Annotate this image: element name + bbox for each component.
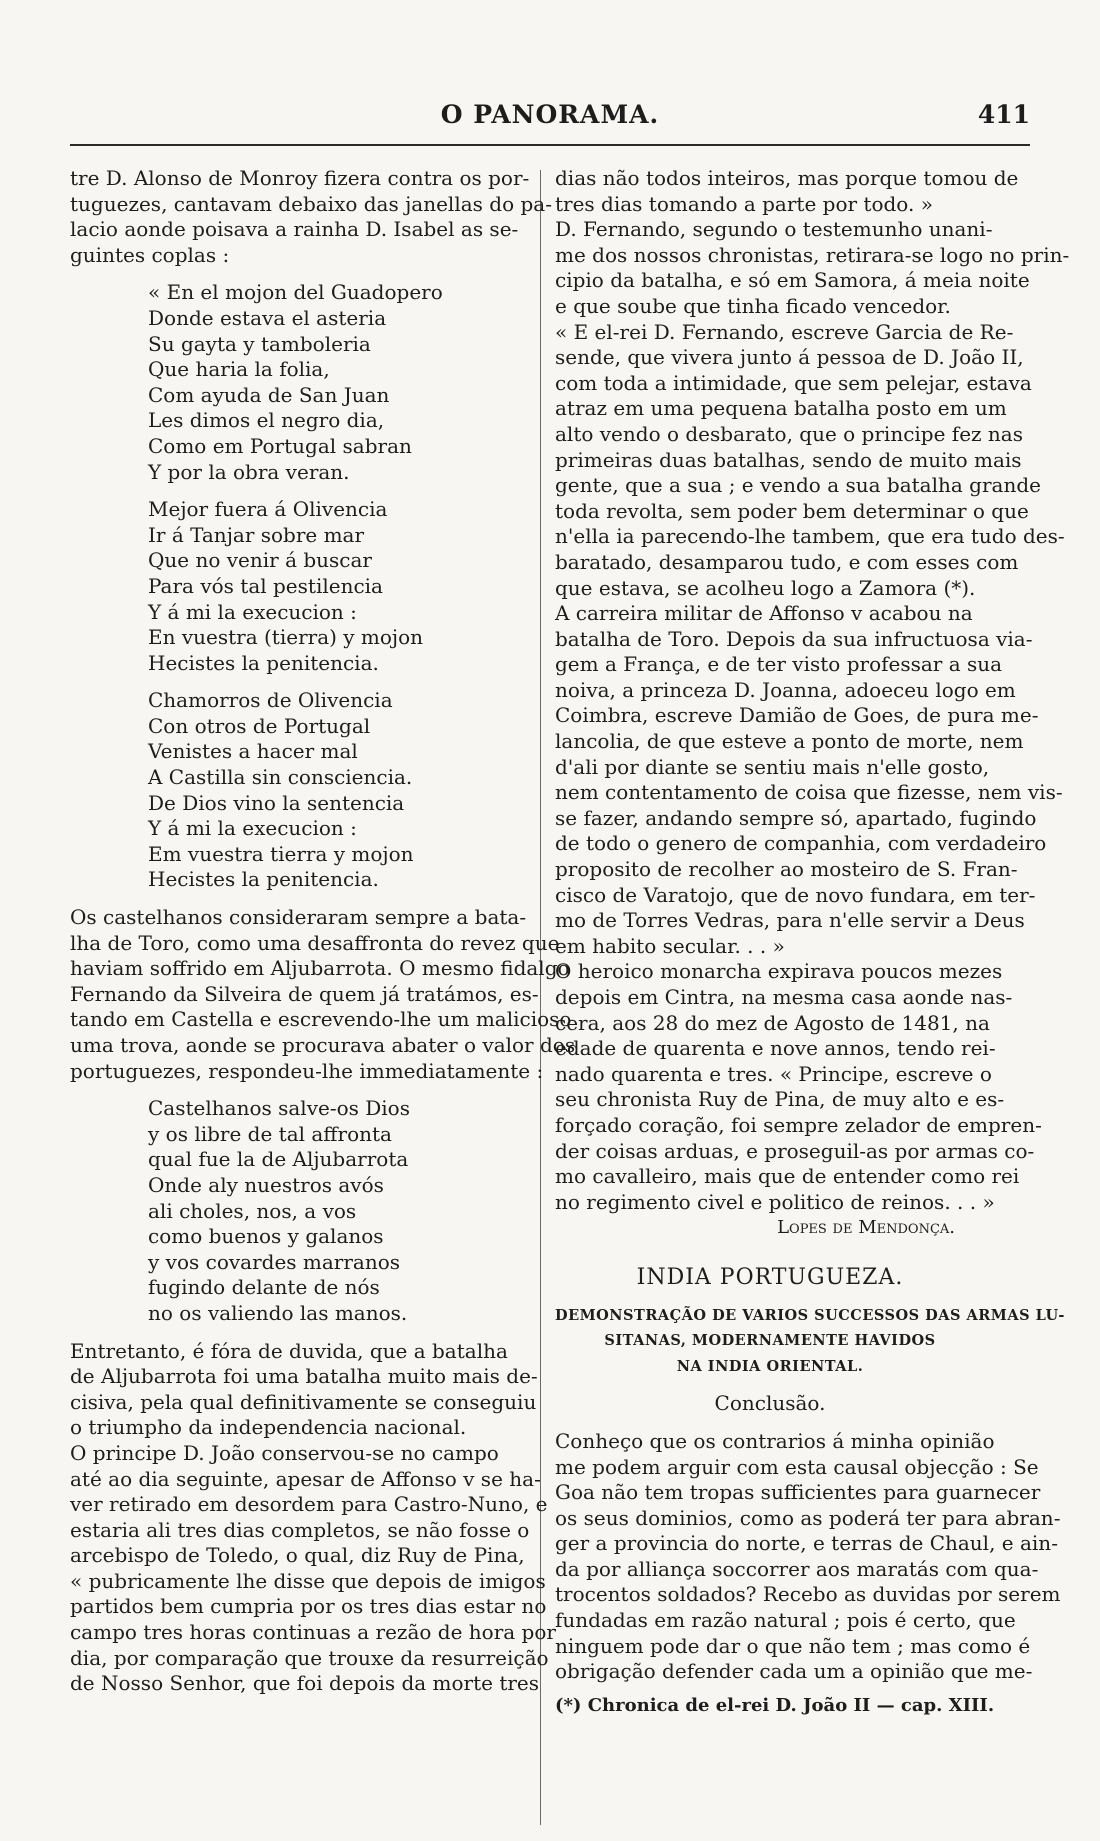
text-line: Y á mi la execucion : bbox=[148, 599, 357, 624]
text-line: guintes coplas : bbox=[70, 242, 230, 267]
verse-4 bbox=[70, 1096, 530, 1326]
text-line: Os castelhanos consideraram sempre a bata- bbox=[70, 905, 527, 930]
text-line: mo de Torres Vedras, para n'elle servir a Deus bbox=[555, 908, 1025, 933]
text-line: de todo o genero de companhia, com verdadeiro bbox=[555, 831, 1047, 856]
left-paragraph-3 bbox=[70, 1440, 556, 1697]
text-line: uma trova, aonde se procurava abater o valor dos bbox=[70, 1033, 576, 1057]
text-line: no os valiendo las manos. bbox=[148, 1300, 408, 1325]
text-line: gem a França, e de ter visto professar a sua bbox=[555, 652, 1003, 677]
text-line: Con otros de Portugal bbox=[148, 713, 371, 738]
text-line: campo tres horas continuas a rezão de hora por bbox=[70, 1620, 556, 1645]
text-line: proposito de recolher ao mosteiro de S. Fran- bbox=[555, 857, 1018, 882]
text-line: trocentos soldados? Recebo as duvidas por serem bbox=[555, 1582, 1061, 1607]
text-line: lancolia, de que esteve a ponto de morte, nem bbox=[555, 729, 1024, 754]
text-line: Su gayta y tamboleria bbox=[148, 331, 371, 356]
text-line: arcebispo de Toledo, o qual, diz Ruy de Pina, bbox=[70, 1543, 525, 1568]
text-line: forçado coração, foi sempre zelador de empren- bbox=[555, 1112, 1042, 1137]
text-line: me dos nossos chronistas, retirara-se logo no prin- bbox=[555, 242, 1070, 267]
text-line: partidos bem cumpria por os tres dias estar no bbox=[70, 1594, 547, 1619]
text-line: lha de Toro, como uma desaffronta do revez que bbox=[70, 930, 560, 955]
section-subtitle bbox=[555, 1303, 1065, 1380]
text-line: haviam soffrido em Aljubarrota. O mesmo fidalgo bbox=[70, 956, 570, 981]
text-line: tando em Castella e escrevendo-lhe um malicioso bbox=[70, 1007, 572, 1032]
right-paragraph-2 bbox=[555, 217, 1070, 319]
text-line: Ir á Tanjar sobre mar bbox=[148, 522, 365, 547]
text-line: cisco de Varatojo, que de novo fundara, em ter- bbox=[555, 882, 1036, 907]
text-line: me podem arguir com esta causal objecção : Se bbox=[555, 1454, 1039, 1479]
text-line: portuguezes, respondeu-lhe immediatamente : bbox=[70, 1058, 544, 1083]
text-line: fundadas em razão natural ; pois é certo, que bbox=[555, 1608, 1016, 1633]
text-line: y os libre de tal affronta bbox=[148, 1121, 392, 1146]
text-line: de Aljubarrota foi uma batalha muito mais de- bbox=[70, 1364, 538, 1389]
left-intro bbox=[70, 166, 552, 268]
text-line: como buenos y galanos bbox=[148, 1224, 384, 1249]
text-line: dias não todos inteiros, mas porque tomou de bbox=[555, 166, 1019, 190]
right-column bbox=[555, 166, 1070, 1718]
text-line: tre D. Alonso de Monroy fizera contra os por- bbox=[70, 166, 530, 190]
text-line: y vos covardes marranos bbox=[148, 1249, 401, 1274]
text-line: Coimbra, escreve Damião de Goes, de pura me- bbox=[555, 703, 1039, 728]
text-line: toda revolta, sem poder bem determinar o que bbox=[555, 498, 1029, 523]
text-line: os seus dominios, como as poderá ter para abran- bbox=[555, 1505, 1061, 1530]
text-line: obrigação defender cada um a opinião que me- bbox=[555, 1659, 1033, 1684]
verse-3 bbox=[70, 688, 530, 893]
text-line: estaria ali tres dias completos, se não fosse o bbox=[70, 1517, 530, 1542]
text-line: com toda a intimidade, que sem pelejar, estava bbox=[555, 370, 1032, 395]
left-paragraph-1 bbox=[70, 905, 576, 1084]
text-line: A Castilla sin consciencia. bbox=[148, 765, 413, 790]
text-line: primeiras duas batalhas, sendo de muito mais bbox=[555, 447, 1022, 472]
text-line: Y por la obra veran. bbox=[148, 459, 350, 484]
text-line: « En el mojon del Guadopero bbox=[148, 280, 443, 305]
text-line: Como em Portugal sabran bbox=[148, 433, 412, 458]
right-paragraph-3 bbox=[555, 319, 1065, 602]
text-line: A carreira militar de Affonso v acabou na bbox=[555, 601, 973, 626]
text-line: ninguem pode dar o que não tem ; mas como é bbox=[555, 1633, 1031, 1658]
text-line: no regimento civel e politico de reinos. . . » bbox=[555, 1189, 995, 1214]
text-line: Hecistes la penitencia. bbox=[148, 867, 379, 892]
text-line: tres dias tomando a parte por todo. » bbox=[555, 191, 933, 216]
text-line: que estava, se acolheu logo a Zamora (*). bbox=[555, 575, 976, 600]
text-line: de Nosso Senhor, que foi depois da morte tres bbox=[70, 1671, 540, 1696]
text-line: e que soube que tinha ficado vencedor. bbox=[555, 293, 951, 318]
section-title: INDIA PORTUGUEZA. bbox=[636, 1264, 904, 1290]
header-rule bbox=[70, 144, 1030, 146]
text-line: Hecistes la penitencia. bbox=[148, 650, 379, 675]
footnote: (*) Chronica de el-rei D. João II — cap. XIII. bbox=[555, 1694, 995, 1716]
text-line: Que no venir á buscar bbox=[148, 548, 372, 573]
text-line: em habito secular. . . » bbox=[555, 933, 785, 958]
text-line: Goa não tem tropas sufficientes para guarnecer bbox=[555, 1480, 1041, 1505]
text-line: Donde estava el asteria bbox=[148, 305, 387, 330]
right-paragraph-4 bbox=[555, 601, 1063, 959]
text-line: D. Fernando, segundo o testemunho unani- bbox=[555, 217, 993, 242]
text-line: Com ayuda de San Juan bbox=[148, 382, 390, 407]
text-line: DEMONSTRAÇÃO DE VARIOS SUCCESSOS DAS ARMAS LU- bbox=[555, 1306, 1065, 1324]
text-line: d'ali por diante se sentiu mais n'elle gosto, bbox=[555, 754, 990, 779]
verse-2 bbox=[70, 497, 530, 676]
text-line: seu chronista Ruy de Pina, de muy alto e es- bbox=[555, 1087, 1005, 1112]
text-line: Chamorros de Olivencia bbox=[148, 688, 393, 713]
left-column bbox=[70, 166, 576, 1697]
text-line: Conheço que os contrarios á minha opinião bbox=[555, 1428, 995, 1453]
text-line: ali choles, nos, a vos bbox=[148, 1198, 357, 1223]
text-line: NA INDIA ORIENTAL. bbox=[676, 1357, 864, 1375]
text-line: qual fue la de Aljubarrota bbox=[148, 1147, 409, 1172]
text-line: Mejor fuera á Olivencia bbox=[148, 497, 388, 522]
text-line: nado quarenta e tres. « Principe, escreve o bbox=[555, 1061, 992, 1086]
text-line: mo cavalleiro, mais que de entender como rei bbox=[555, 1164, 1020, 1189]
text-line: sende, que vivera junto á pessoa de D. João II, bbox=[555, 345, 1024, 370]
text-line: ver retirado em desordem para Castro-Nuno, e bbox=[70, 1492, 548, 1517]
text-line: SITANAS, MODERNAMENTE HAVIDOS bbox=[604, 1332, 936, 1350]
conclusion-heading: Conclusão. bbox=[714, 1391, 826, 1416]
verse-1 bbox=[70, 280, 530, 485]
text-line: ger a provincia do norte, e terras de Chaul, e ain- bbox=[555, 1531, 1058, 1556]
text-line: O principe D. João conservou-se no campo bbox=[70, 1440, 499, 1465]
text-line: n'ella ia parecendo-lhe tambem, que era tudo des- bbox=[555, 524, 1065, 549]
text-line: De Dios vino la sentencia bbox=[148, 790, 405, 815]
right-paragraph-1 bbox=[555, 166, 1019, 217]
text-line: se fazer, andando sempre só, apartado, fugindo bbox=[555, 805, 1037, 830]
text-line: nem contentamento de coisa que fizesse, nem vis- bbox=[555, 780, 1063, 805]
text-line: « E el-rei D. Fernando, escreve Garcia de Re- bbox=[555, 319, 1014, 344]
text-line: noiva, a princeza D. Joanna, adoeceu logo em bbox=[555, 677, 1016, 702]
text-line: batalha de Toro. Depois da sua infructuosa via- bbox=[555, 626, 1033, 651]
page-header bbox=[70, 100, 1030, 140]
text-line: depois em Cintra, na mesma casa aonde nas- bbox=[555, 985, 1013, 1009]
text-line: Castelhanos salve-os Dios bbox=[148, 1096, 410, 1121]
author-signature: Lopes de Mendonça. bbox=[777, 1217, 955, 1239]
page-number: 411 bbox=[977, 100, 1030, 129]
text-line: fugindo delante de nós bbox=[148, 1275, 380, 1300]
text-line: « pubricamente lhe disse que depois de imigos bbox=[70, 1568, 546, 1593]
text-line: até ao dia seguinte, apesar de Affonso v se ha- bbox=[70, 1466, 541, 1491]
text-line: Onde aly nuestros avós bbox=[148, 1172, 384, 1197]
text-line: cisiva, pela qual definitivamente se conseguiu bbox=[70, 1389, 537, 1414]
text-line: Para vós tal pestilencia bbox=[148, 573, 383, 598]
left-paragraph-2 bbox=[70, 1338, 538, 1441]
text-line: lacio aonde poisava a rainha D. Isabel as se- bbox=[70, 217, 519, 242]
publication-title: O PANORAMA. bbox=[440, 100, 660, 129]
text-line: Em vuestra tierra y mojon bbox=[148, 841, 414, 866]
text-line: atraz em uma pequena batalha posto em um bbox=[555, 396, 1007, 421]
text-line: Y á mi la execucion : bbox=[148, 816, 357, 841]
text-line: alto vendo o desbarato, que o principe fez nas bbox=[555, 421, 1023, 446]
text-line: O heroico monarcha expirava poucos mezes bbox=[555, 959, 1003, 984]
text-line: Venistes a hacer mal bbox=[148, 739, 358, 764]
text-line: o triumpho da independencia nacional. bbox=[70, 1415, 467, 1440]
text-line: Fernando da Silveira de quem já tratámos, es- bbox=[70, 981, 539, 1006]
text-line: gente, que a sua ; e vendo a sua batalha grande bbox=[555, 473, 1041, 498]
text-line: Les dimos el negro dia, bbox=[148, 408, 385, 433]
text-line: der coisas arduas, e proseguil-as por armas co- bbox=[555, 1138, 1035, 1163]
text-line: En vuestra (tierra) y mojon bbox=[148, 625, 424, 650]
text-line: dia, por comparação que trouxe da resurreição bbox=[70, 1645, 549, 1670]
text-line: cera, aos 28 do mez de Agosto de 1481, na bbox=[555, 1010, 990, 1035]
text-line: tuguezes, cantavam debaixo das janellas do pa- bbox=[70, 191, 552, 216]
text-line: baratado, desamparou tudo, e com esses com bbox=[555, 549, 1019, 574]
right-paragraph-6 bbox=[555, 1428, 1061, 1685]
text-line: da por alliança soccorrer aos maratás com qua- bbox=[555, 1556, 1039, 1581]
text-line: Que haria la folia, bbox=[148, 357, 330, 382]
right-paragraph-5 bbox=[555, 959, 1042, 1215]
text-line: cipio da batalha, e só em Samora, á meia noite bbox=[555, 268, 1030, 293]
text-line: Entretanto, é fóra de duvida, que a batalha bbox=[70, 1338, 508, 1363]
text-line: edade de quarenta e nove annos, tendo rei- bbox=[555, 1036, 996, 1061]
